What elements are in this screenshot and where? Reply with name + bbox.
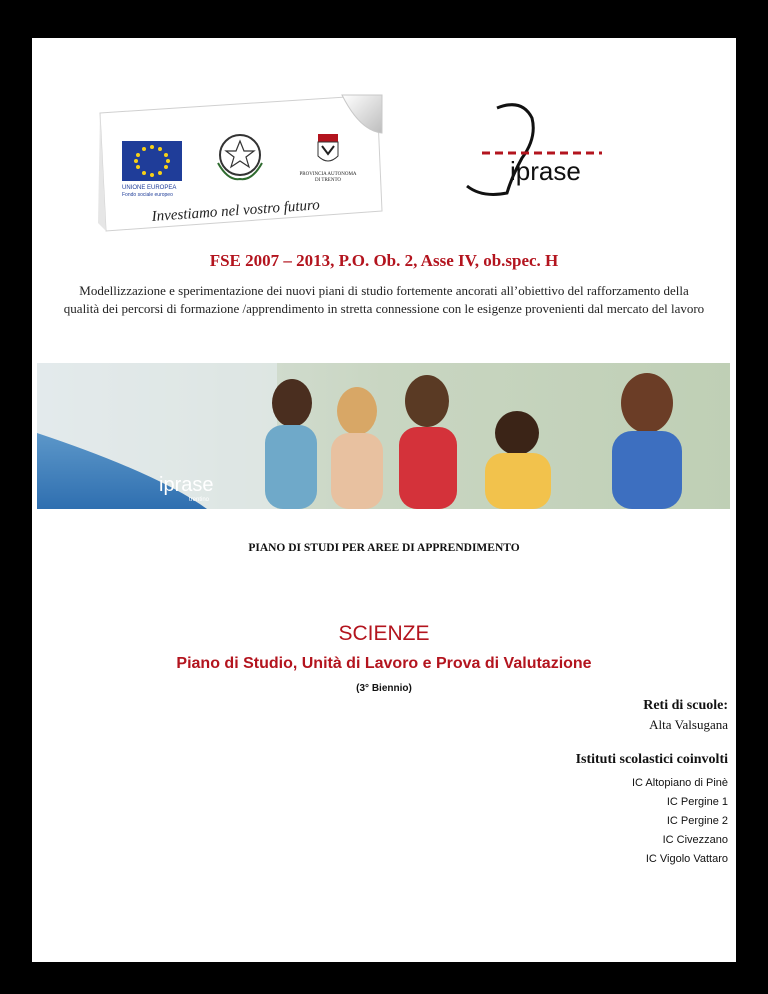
- eu-flag-icon: [122, 141, 182, 181]
- svg-text:iprase: iprase: [159, 474, 214, 496]
- reti-value: Alta Valsugana: [649, 717, 728, 732]
- svg-text:trentino: trentino: [189, 497, 210, 503]
- svg-text:iprase: iprase: [510, 156, 581, 186]
- subject-title: SCIENZE: [338, 622, 430, 645]
- fse-title: FSE 2007 – 2013, P.O. Ob. 2, Asse IV, ob.spec. H: [209, 251, 559, 270]
- provincia-trento-coat-of-arms-icon: [318, 134, 338, 161]
- list-item: IC Vigolo Vattaro: [645, 853, 728, 865]
- document-page: [32, 38, 736, 962]
- svg-text:Investiamo nel vostro futuro: Investiamo nel vostro futuro: [151, 197, 321, 225]
- reti-label: Reti di scuole:: [643, 698, 728, 713]
- iprase-logo: [452, 98, 612, 208]
- svg-text:UNIONE EUROPEA: UNIONE EUROPEA: [122, 185, 177, 191]
- biennio-label: (3° Biennio): [356, 683, 412, 694]
- list-item: IC Pergine 1: [666, 796, 728, 808]
- intro-text: Modellizzazione e sperimentazione dei nuovi piani di studio fortemente ancorati all’obiettivo del rafforzamento della qualità dei percorsi di formazione /apprendimento in stretta connessione con le esigenze provenienti dal mercato del lavoro: [63, 283, 705, 316]
- list-item: IC Altopiano di Pinè: [631, 777, 728, 789]
- svg-text:Fondo sociale europeo: Fondo sociale europeo: [122, 192, 173, 198]
- svg-text:DI TRENTO: DI TRENTO: [314, 178, 342, 183]
- list-item: IC Pergine 2: [666, 815, 728, 827]
- students-photo-banner: [37, 363, 730, 509]
- list-item: IC Civezzano: [662, 834, 728, 846]
- piano-title: PIANO DI STUDI PER AREE DI APPRENDIMENTO: [248, 542, 520, 554]
- svg-text:PROVINCIA AUTONOMA: PROVINCIA AUTONOMA: [299, 172, 357, 177]
- sponsor-logo-banner: [92, 93, 392, 233]
- document-subtitle: Piano di Studio, Unità di Lavoro e Prova di Valutazione: [176, 655, 592, 672]
- istituti-label: Istituti scolastici coinvolti: [575, 752, 728, 767]
- istituti-list: [632, 774, 728, 869]
